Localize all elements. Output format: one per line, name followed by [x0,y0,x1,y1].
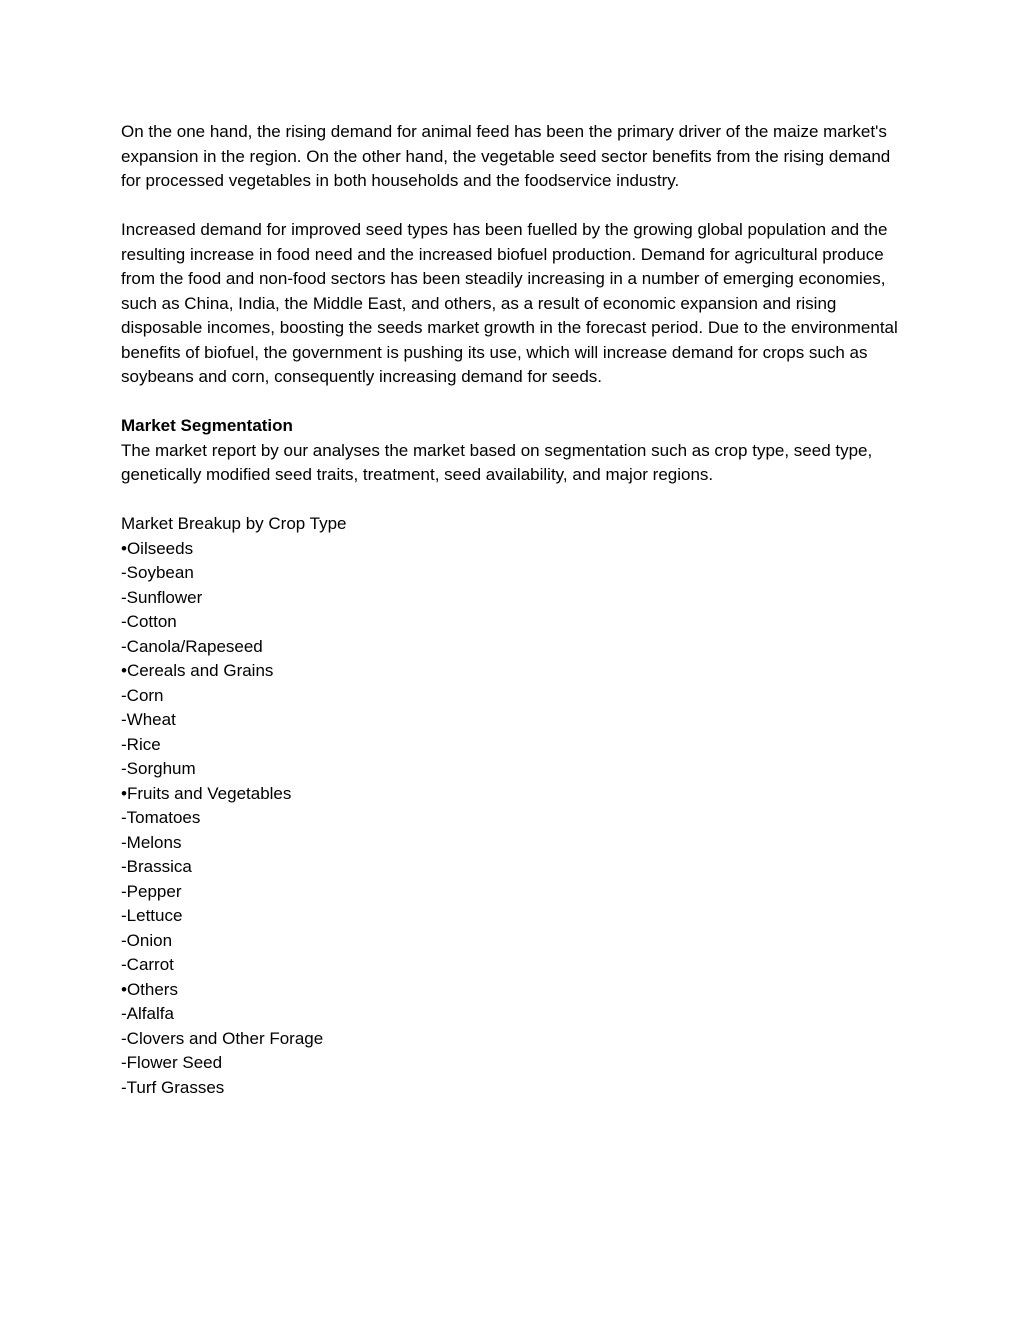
list-item: -Brassica [121,857,192,876]
list-item: -Turf Grasses [121,1077,225,1097]
list-item: -Tomatoes [121,808,201,827]
list-item: -Sunflower [121,587,203,607]
list-item: -Clovers and Other Forage [121,1028,324,1048]
section-heading: Market Segmentation [121,416,293,435]
list-item: •Oilseeds [121,538,194,558]
list-item: -Alfalfa [121,1004,174,1023]
list-item: -Soybean [121,563,194,582]
segmentation-paragraph: The market report by our analyses the market based on segmentation such as crop type, seed type, genetically modified seed traits, treatment, seed availability, and major regions. [121,440,873,484]
document-page [121,120,911,1100]
list-item: -Lettuce [121,906,183,925]
demand-paragraph: Increased demand for improved seed types has been fuelled by the growing global population and the resulting increase in food need and the increased biofuel production. Demand for agricultural produce from the food and non-food sectors has been steadily increasing in a number of emerging economies, such as China, India, the Middle East, and others, as a result of economic expansion and rising disposable incomes, boosting the seeds market growth in the forecast period. Due to the environmental benefits of biofuel, the government is pushing its use, which will increase demand for crops such as soybeans and corn, consequently increasing demand for seeds. [121,220,898,386]
list-item: -Cotton [121,612,177,631]
crop-type-list [121,537,911,1101]
list-item: -Sorghum [121,759,196,778]
list-item: -Wheat [121,710,176,729]
list-item: -Rice [121,734,161,754]
list-item: -Carrot [121,955,174,974]
list-item: -Pepper [121,881,182,901]
list-item: •Fruits and Vegetables [121,783,292,803]
list-item: -Onion [121,930,173,950]
list-title: Market Breakup by Crop Type [121,514,347,533]
list-item: •Others [121,979,178,999]
list-item: -Melons [121,832,182,852]
intro-paragraph: On the one hand, the rising demand for animal feed has been the primary driver of the maize market's expansion in the region. On the other hand, the vegetable seed sector benefits from the rising demand for processed vegetables in both households and the foodservice industry. [121,122,891,190]
list-item: -Flower Seed [121,1053,223,1072]
list-item: -Canola/Rapeseed [121,636,263,656]
list-item: •Cereals and Grains [121,661,274,680]
list-item: -Corn [121,685,164,705]
